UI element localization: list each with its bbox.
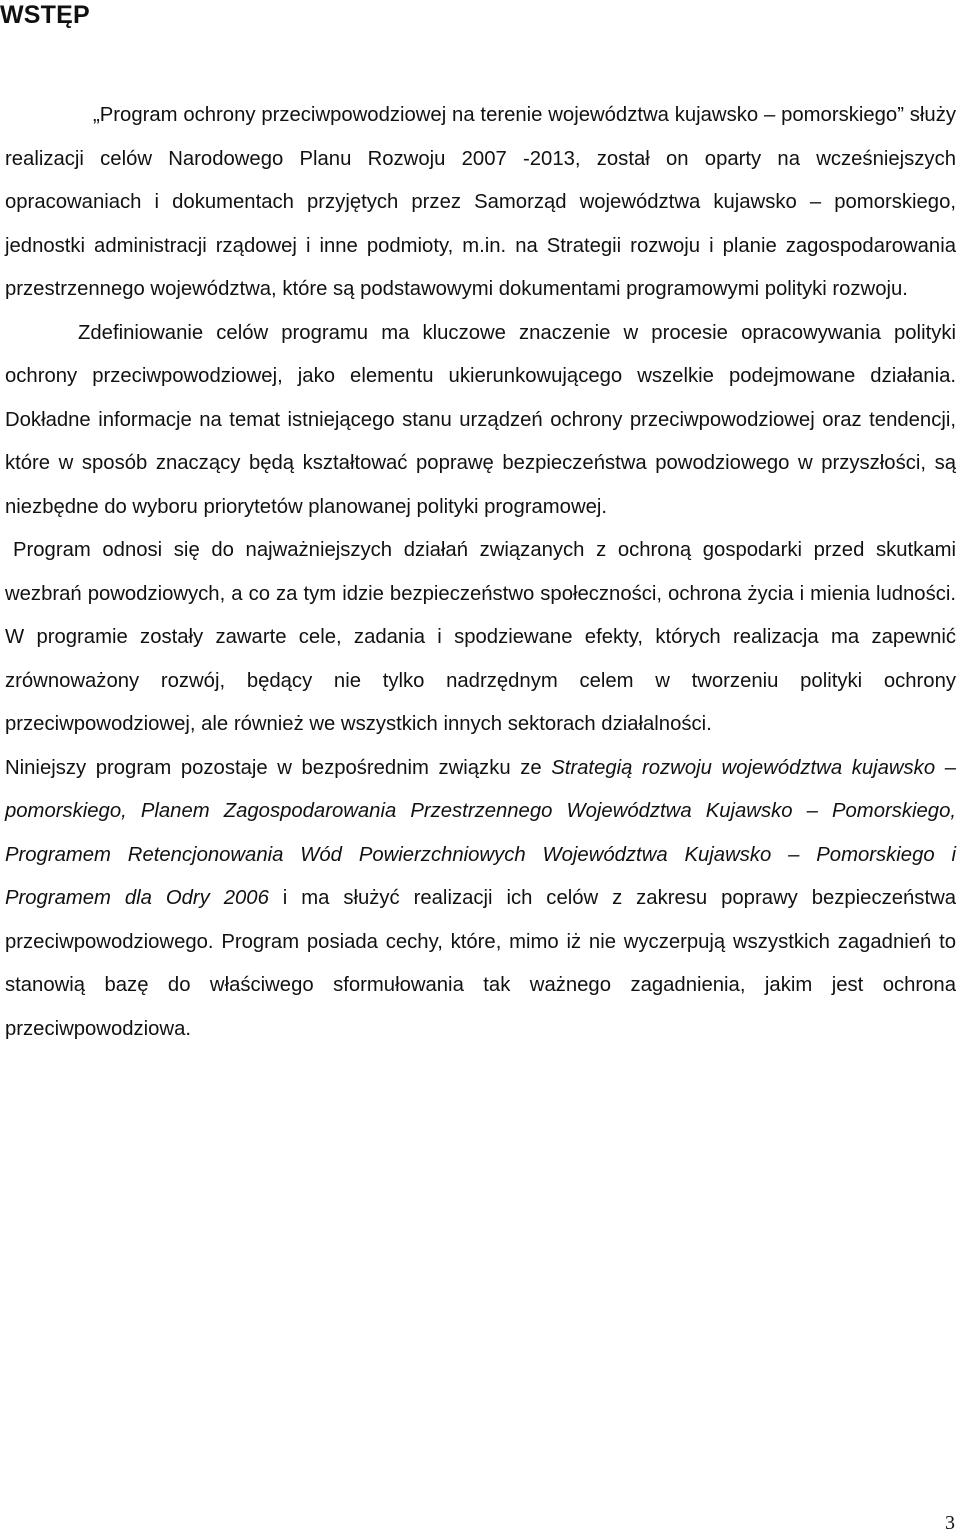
paragraph-intro xyxy=(5,94,956,312)
paragraph-intro-text: „Program ochrony przeciwpowodziowej na terenie województwa kujawsko – pomorskiego” służy realizacji celów Narodowego Planu Rozwoju 2007 -2013, został on oparty na wcześniejszych opracowaniach i dokumentach przyjętych przez Samorząd województwa kujawsko – pomorskiego, jednostki administracji rządowej i inne podmioty, m.in. na Strategii rozwoju i planie zagospodarowania przestrzennego województwa, które są podstawowymi dokumentami programowymi polityki rozwoju. xyxy=(5,104,956,300)
paragraph-protection-scope-text: Program odnosi się do najważniejszych działań związanych z ochroną gospodarki przed skutkami wezbrań powodziowych, a co za tym idzie bezpieczeństwo społeczności, ochrona życia i mienia ludności. W programie zostały zawarte cele, zadania i spodziewane efekty, których realizacja ma zapewnić zrównoważony rozwój, będący nie tylko nadrzędnym celem w tworzeniu polityki ochrony przeciwpowodziowej, ale również we wszystkich innych sektorach działalności. xyxy=(5,539,956,735)
paragraph-program-goals-text: Zdefiniowanie celów programu ma kluczowe znaczenie w procesie opracowywania polityki ochrony przeciwpowodziowej, jako elementu ukierunkowującego wszelkie podejmowane działania. Dokładne informacje na temat istniejącego stanu urządzeń ochrony przeciwpowodziowej oraz tendencji, które w sposób znaczący będą kształtować poprawę bezpieczeństwa powodziowego w przyszłości, są niezbędne do wyboru priorytetów planowanej polityki programowej. xyxy=(5,321,956,518)
document-body xyxy=(5,94,956,1051)
paragraph-protection-scope xyxy=(5,529,956,747)
paragraph-program-goals xyxy=(5,312,956,530)
paragraph-related-documents-end: i ma służyć realizacji ich celów z zakresu poprawy bezpieczeństwa przeciwpowodziowego. Program posiada cechy, które, mimo iż nie wyczerpują wszystkich zagadnień to stanowią bazę do właściwego sformułowania tak ważnego zagadnienia, jakim jest ochrona przeciwpowodziowa. xyxy=(5,887,957,1040)
related-documents-titles: Strategią rozwoju województwa kujawsko – pomorskiego, Planem Zagospodarowania Przestrzennego Województwa Kujawsko – Pomorskiego, Programem Retencjonowania Wód Powierzchniowych Województwa Kujawsko – Pomorskiego i Programem dla Odry 2006 xyxy=(5,756,956,909)
paragraph-related-documents xyxy=(5,747,956,1052)
page-title: WSTĘP xyxy=(0,1,90,29)
page-number: 3 xyxy=(945,1512,955,1534)
paragraph-related-documents-start: Niniejszy program pozostaje w bezpośrednim związku ze xyxy=(5,756,552,779)
